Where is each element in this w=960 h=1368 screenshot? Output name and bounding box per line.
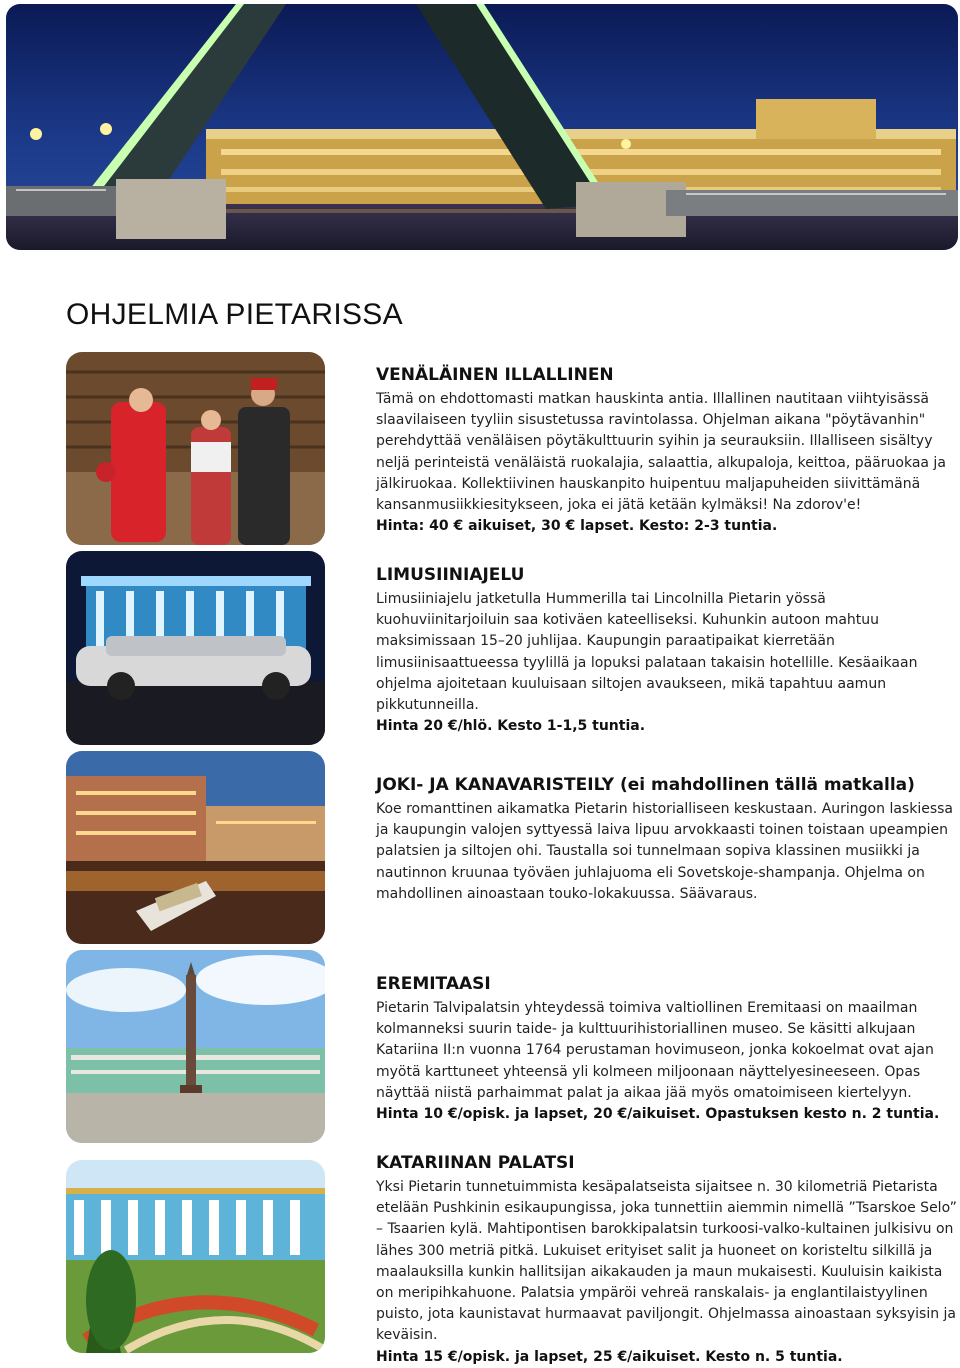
section-price: Hinta 10 €/opisk. ja lapset, 20 €/aikuiset. Opastuksen kesto n. 2 tuntia.	[376, 1106, 940, 1123]
section-title: JOKI- JA KANAVARISTEILY (ei mahdollinen tällä matkalla)	[376, 775, 915, 795]
section-price: Hinta 20 €/hlö. Kesto 1-1,5 tuntia.	[376, 718, 646, 735]
section-body: Koe romanttinen aikamatka Pietarin historialliseen keskustaan. Auringon laskiessa ja kaupungin valojen syttyessä laiva lipuu arvokkaasti toinen toistaan upeampien palatsien ja siltojen ohi. Taustalla soi tunnelmaan sopiva klassinen musiikki ja nautinnon kruunaa työväen juhlajuoma eli Sovetskoje-shampanja. Ohjelma on mahdollinen ainoastaan touko-lokakuussa. Säävaraus.	[376, 801, 953, 902]
hero-photo-raised-bridge	[6, 4, 958, 250]
limousine-photo	[66, 551, 325, 745]
russian-dinner-photo	[66, 352, 325, 545]
section-russian-dinner	[376, 364, 958, 537]
section-price: Hinta 15 €/opisk. ja lapset, 25 €/aikuiset. Kesto n. 5 tuntia.	[376, 1348, 843, 1365]
section-title: LIMUSIINIAJELU	[376, 565, 525, 585]
hermitage-photo	[66, 950, 325, 1143]
section-limousine	[376, 564, 958, 737]
section-body: Tämä on ehdottomasti matkan hauskinta antia. Illallinen nautitaan viihtyisässä slaavilaiseen tyyliin sisustetussa ravintolassa. Ohjelman aikana "pöytävanhin" perehdyttää venäläisen pöytäkulttuurin syihin ja seurauksiin. Illalliseen sisältyy neljä perinteistä venäläistä ruokalajia, salaattia, alkupaloja, keittoa, pääruokaa ja jälkiruokaa. Kollektiivinen hauskanpito huipentuu maljapuheiden siivittämänä kansanmusiikkiesitykseen, joka ei jätä ketään kylmäksi! Na zdorov'e!	[376, 391, 946, 514]
section-title: VENÄLÄINEN ILLALLINEN	[376, 365, 614, 385]
catherine-palace-photo	[66, 1160, 325, 1353]
section-title: EREMITAASI	[376, 974, 491, 994]
section-canal-cruise	[376, 774, 958, 905]
section-body: Pietarin Talvipalatsin yhteydessä toimiva valtiollinen Eremitaasi on maailman kolmanneksi suurin taide- ja kulttuurihistoriallinen museo. Se käsitti alkujaan Katariina II:n vuonna 1764 perustaman hovimuseon, jonka kokoelmat ovat ajan myötä karttuneet yhteensä yli kolmeen miljoonaan näyttelyesineeseen. Opas näyttää niistä parhaimmat palat ja aikaa jää myös omatoimiseen kiertelyyn.	[376, 1000, 934, 1101]
page-title: OHJELMIA PIETARISSA	[66, 298, 403, 331]
section-body: Yksi Pietarin tunnetuimmista kesäpalatseista sijaitsee n. 30 kilometriä Pietarista etelään Pushkinin esikaupungissa, joka tunnettiin aiemmin nimellä ”Tsarskoe Selo” – Tsaarien kylä. Mahtipontisen barokkipalatsin turkoosi-valko-kultainen julkisivu on lähes 300 metriä pitkä. Lukuiset erityiset salit ja huoneet on koristeltu silkillä ja maalauksilla kunkin hallitsijan aikakauden ja maun mukaisesti. Kuuluisin kaikista on meripihkahuone. Palatsia ympäröi vehreä ranskalais- ja englantilaistyylinen puisto, jota kaunistavat hurmaavat paviljongit. Ohjelmassa ainoastaan syksyisin ja keväisin.	[376, 1179, 957, 1344]
section-hermitage	[376, 973, 958, 1125]
section-body: Limusiiniajelu jatketulla Hummerilla tai Lincolnilla Pietarin yössä kuohuviinitarjoiluin saa kotiväen kateelliseksi. Kuhunkin autoon mahtuu maksimissaan 15–20 juhlijaa. Kaupungin paraatipaikat kierretään limusiinisaattueessa tyylillä ja lopuksi palataan takaisin hotellille. Kesäaikaan ohjelma ajoitetaan kuuluisaan siltojen avaukseen, mikä tapahtuu aamun pikkutunneilla.	[376, 591, 918, 714]
section-title: KATARIINAN PALATSI	[376, 1153, 575, 1173]
canal-cruise-photo	[66, 751, 325, 944]
section-catherine-palace	[376, 1152, 958, 1368]
section-price: Hinta: 40 € aikuiset, 30 € lapset. Kesto: 2-3 tuntia.	[376, 518, 778, 535]
